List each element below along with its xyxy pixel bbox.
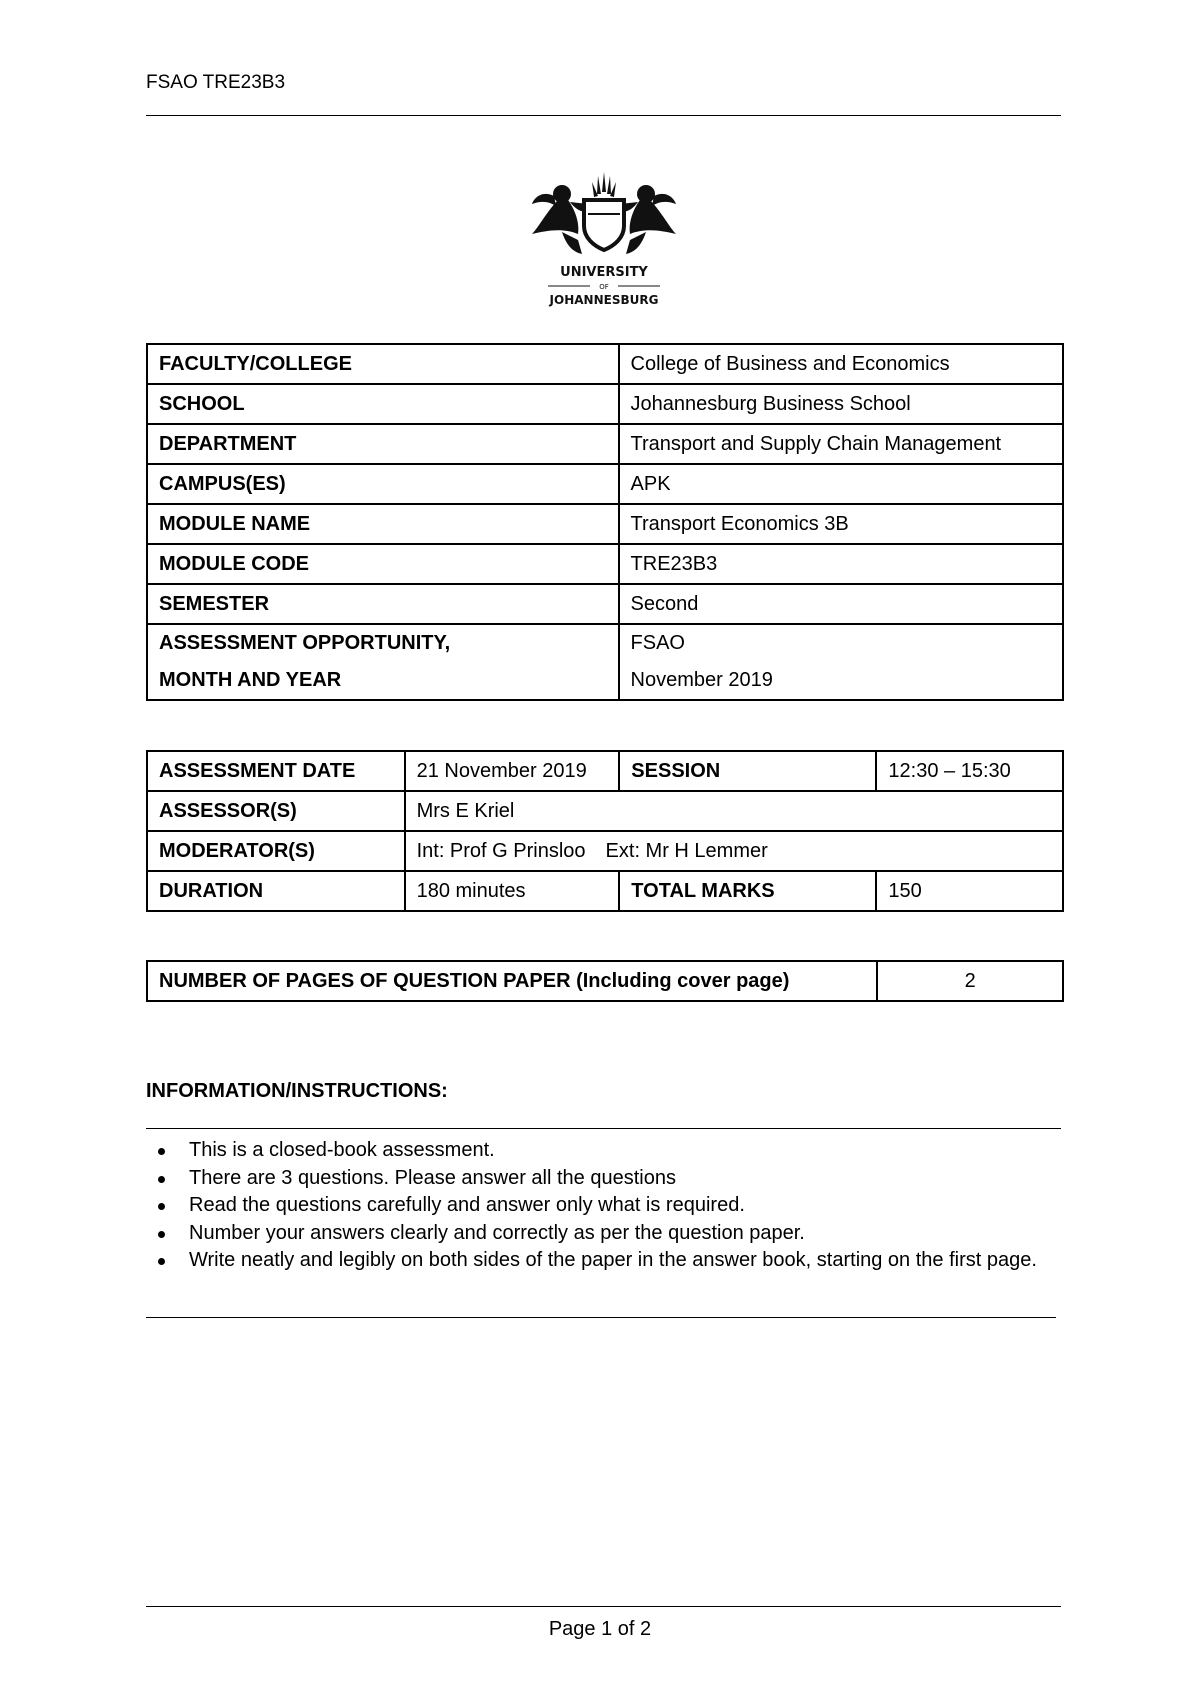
row-label: SEMESTER [147, 584, 619, 624]
bullet-icon [158, 1176, 165, 1183]
duration-value: 180 minutes [405, 871, 620, 911]
footer-divider [146, 1606, 1061, 1607]
row-label: MODULE CODE [147, 544, 619, 584]
date-label: ASSESSMENT DATE [147, 751, 405, 791]
page-count-value: 2 [877, 961, 1063, 1001]
table-row [147, 871, 1063, 911]
table-row [147, 504, 1063, 544]
page-count-table [146, 960, 1064, 1002]
row-label: SCHOOL [147, 384, 619, 424]
list-item: Number your answers clearly and correctly as per the question paper. [146, 1220, 1064, 1248]
table-row [147, 791, 1063, 831]
bullet-icon [158, 1203, 165, 1210]
opportunity-value-line2: November 2019 [630, 669, 773, 691]
session-label: SESSION [619, 751, 876, 791]
moderator-label: MODERATOR(S) [147, 831, 405, 871]
row-value: Second [619, 584, 1063, 624]
instructions-list [146, 1137, 1064, 1275]
table-row [147, 424, 1063, 464]
module-details-table [146, 343, 1064, 701]
row-label: MODULE NAME [147, 504, 619, 544]
page-number: Page 1 of 2 [548, 1618, 652, 1640]
document-header-code: FSAO TRE23B3 [146, 72, 286, 93]
bullet-icon [158, 1231, 165, 1238]
logo-line3: JOHANNESBURG [549, 293, 659, 307]
date-value: 21 November 2019 [405, 751, 620, 791]
assessor-label: ASSESSOR(S) [147, 791, 405, 831]
opportunity-value [619, 624, 1063, 700]
table-row [147, 344, 1063, 384]
opportunity-value-line1: FSAO [630, 632, 685, 654]
opportunity-label [147, 624, 619, 700]
row-value: Transport Economics 3B [619, 504, 1063, 544]
assessor-value: Mrs E Kriel [405, 791, 1063, 831]
list-item: Read the questions carefully and answer only what is required. [146, 1192, 1064, 1220]
table-row [147, 464, 1063, 504]
instructions-divider [146, 1128, 1061, 1129]
session-value: 12:30 – 15:30 [876, 751, 1063, 791]
table-row [147, 544, 1063, 584]
university-crest-icon [528, 170, 680, 320]
assessment-table [146, 750, 1064, 912]
row-value: Transport and Supply Chain Management [619, 424, 1063, 464]
list-item: There are 3 questions. Please answer all the questions [146, 1165, 1064, 1193]
row-label: FACULTY/COLLEGE [147, 344, 619, 384]
list-item: This is a closed-book assessment. [146, 1137, 1064, 1165]
table-row [147, 961, 1063, 1001]
logo-line1: UNIVERSITY [560, 265, 648, 280]
moderator-internal: Int: Prof G Prinsloo [416, 840, 586, 862]
table-row [147, 384, 1063, 424]
row-value: Johannesburg Business School [619, 384, 1063, 424]
row-value: APK [619, 464, 1063, 504]
opportunity-label-line2: MONTH AND YEAR [159, 669, 342, 691]
table-row [147, 584, 1063, 624]
instructions-end-divider [146, 1317, 1056, 1318]
row-value: College of Business and Economics [619, 344, 1063, 384]
moderator-external: Ext: Mr H Lemmer [605, 840, 768, 862]
university-logo [528, 170, 680, 320]
header-divider [146, 115, 1061, 116]
logo-line2: OF [599, 283, 609, 291]
bullet-icon [158, 1258, 165, 1265]
row-label: CAMPUS(ES) [147, 464, 619, 504]
total-marks-label: TOTAL MARKS [619, 871, 876, 911]
row-label: DEPARTMENT [147, 424, 619, 464]
moderator-value [405, 831, 1063, 871]
duration-label: DURATION [147, 871, 405, 911]
bullet-icon [158, 1148, 165, 1155]
row-value: TRE23B3 [619, 544, 1063, 584]
table-row [147, 751, 1063, 791]
table-row [147, 831, 1063, 871]
list-item: Write neatly and legibly on both sides of the paper in the answer book, starting on the first page. [146, 1247, 1064, 1275]
opportunity-label-line1: ASSESSMENT OPPORTUNITY, [159, 632, 451, 654]
total-marks-value: 150 [876, 871, 1063, 911]
instructions-title: INFORMATION/INSTRUCTIONS: [146, 1080, 448, 1102]
page-count-label: NUMBER OF PAGES OF QUESTION PAPER (Including cover page) [147, 961, 877, 1001]
table-row [147, 624, 1063, 700]
